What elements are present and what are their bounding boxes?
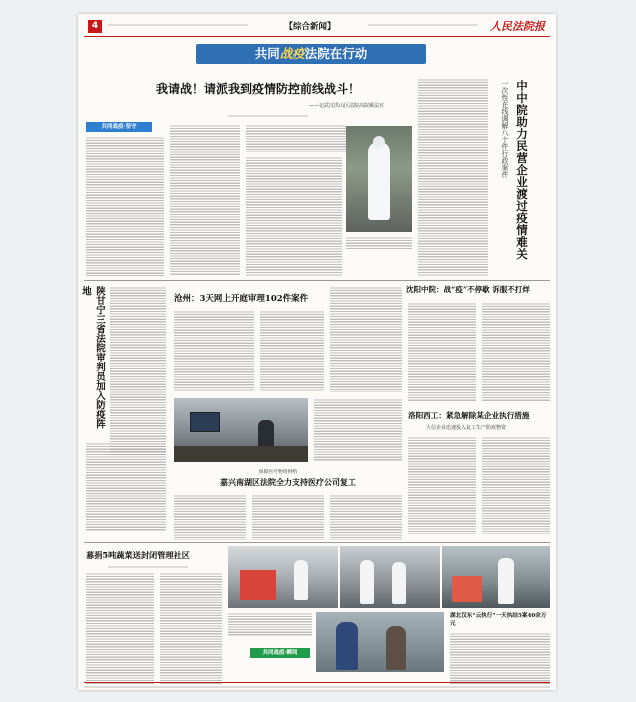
feature-banner [196,44,426,64]
luoyang-headline: 洛阳西工：紧急解除某企业执行措施 [408,411,530,420]
shenyang-text-col2 [482,302,550,402]
section-label: 【综合新闻】 [284,22,336,32]
main-subhead: ——记武汉洪山区法院高院姚法官 [308,103,384,109]
shenyang-headline: 沈阳中院：战“疫”不停歇 诉服不打烊 [406,285,530,294]
jiaxing-text-col3 [330,494,402,540]
donation-headline: 募捐5吨蔬菜送封闭管理社区 [86,550,190,560]
photo-checkpoint [316,612,444,672]
column-label-jianshou: 共同战疫·坚守 [86,122,152,132]
shaanxi-headline: 陕甘宁三省法院审判员加入防疫阵地 [80,286,105,429]
cangzhou-text-col1 [174,310,254,392]
worker-figure [294,560,308,600]
photo-delivery-2 [340,546,440,608]
cangzhou-text-col3 [330,286,402,392]
donation-text-col1 [86,572,154,684]
wuhan-headline: 湖北汉东“云执行”一天执结5案40余万元 [450,613,547,627]
newspaper-brand: 人民法院报 [490,20,545,33]
cangzhou-headline: 沧州：3天网上开庭审理102件案件 [174,294,309,304]
header-rule [84,36,550,37]
photo-delivery-3 [442,546,550,608]
luoyang-text-col1 [408,436,476,534]
bottom-photo-caption [228,612,312,636]
banner-title-left: 共同 [254,46,280,61]
screen-display [190,412,220,432]
main-story-text-col1 [86,136,164,276]
right-story-text [418,78,488,276]
photo-online-hearing [174,398,308,462]
main-story-text-col3 [246,124,346,152]
jiaxing-kicker: 保障医疗物资供给 [258,470,298,475]
resident-figure [386,626,406,670]
divider-2 [84,542,550,543]
jiaxing-text-col2 [252,494,324,540]
worker-figure-2 [360,560,374,604]
photo-caption-main [346,236,412,250]
ppe-figure [368,142,390,220]
photo-delivery-1 [228,546,338,608]
donation-text-col2 [160,572,222,684]
main-story-text-col2 [170,124,240,276]
box-stack-2 [452,576,482,602]
jiaxing-headline: 嘉兴南湖区法院全力支持医疗公司复工 [220,477,356,487]
cangzhou-text-col2 [260,310,324,392]
officer-figure [336,622,358,670]
newspaper-page [78,14,556,690]
main-headline: 我请战！请派我到疫情防控前线战斗！ [155,82,360,96]
donation-byline [108,565,188,568]
main-byline [228,114,308,117]
main-story-text-col4 [246,156,342,276]
desk [174,446,308,462]
column-label-shunjian: 共同战疫·瞬间 [250,648,310,658]
footer-rule [84,682,550,683]
cangzhou-photo-side-text [314,398,402,462]
footer-imprint [84,685,550,688]
banner-title-accent: 战疫 [279,46,305,61]
divider-1 [84,280,550,281]
banner-title-right: 法院在行动 [304,46,368,61]
masthead-dateline [108,23,248,28]
page-number: 4 [88,20,102,33]
shenyang-text-col1 [408,302,476,402]
luoyang-text-col2 [482,436,550,534]
right-story-headline: 中中院助力民营企业渡过疫情难关 [515,80,529,260]
ppe-head [373,136,385,148]
worker-figure-4 [498,558,514,604]
photo-worker-ppe [346,126,412,232]
shaanxi-text-col2 [86,442,166,532]
jiaxing-text-col1 [174,494,246,540]
luoyang-subhead: 大信企业迅速投入复工生产防疫物资 [426,425,507,431]
shaanxi-text-col1 [110,286,166,456]
box-stack [240,570,276,600]
worker-figure-3 [392,562,406,604]
editor-line [368,23,478,28]
right-story-kicker: 一次性在线调解八十件行政案件 [501,80,509,178]
wuhan-text [450,632,550,684]
